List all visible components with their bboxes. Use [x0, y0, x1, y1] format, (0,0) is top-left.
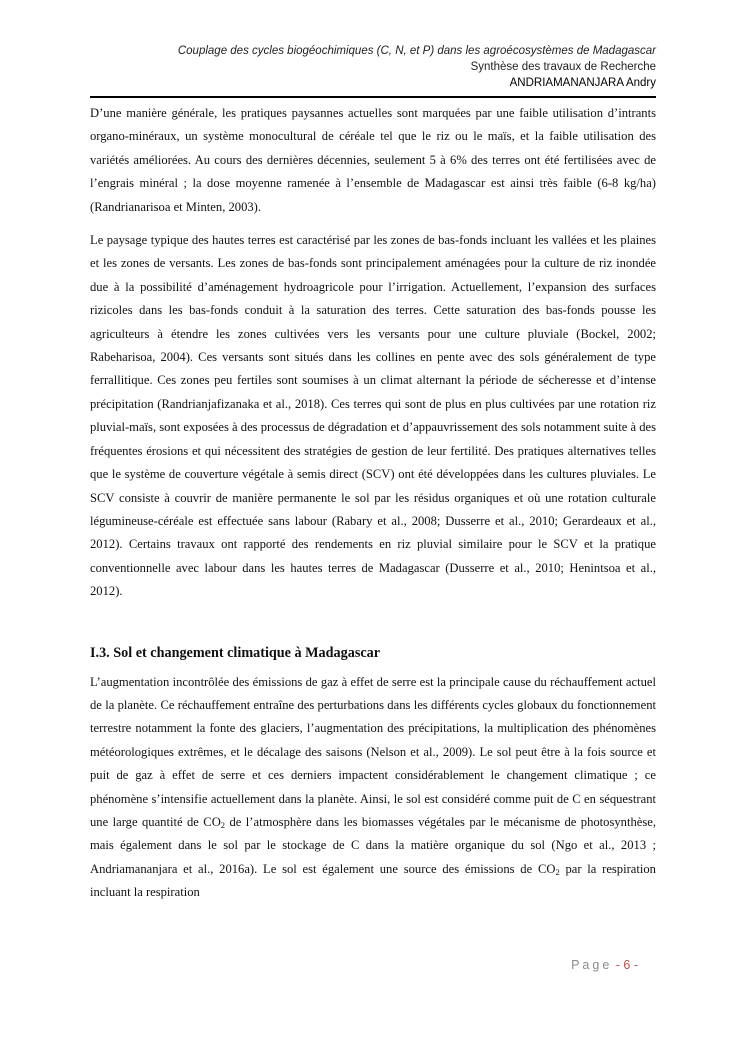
page-label: Page — [571, 958, 613, 972]
paragraph-climate — [90, 671, 656, 905]
co2-subscript: 2 — [220, 819, 226, 830]
header-rule — [90, 96, 656, 98]
section-heading: I.3. Sol et changement climatique à Madagascar — [90, 644, 381, 661]
paragraph-landscape: Le paysage typique des hautes terres est caractérisé par les zones de bas-fonds incluant les vallées et les plaines et les zones de versants. Les zones de bas-fonds sont principalement aménagées pour la culture de riz inondée due à la possibilité d’aménagement hydroagricole pour l’irrigation. Actuellement, l’expansion des surfaces rizicoles dans les bas-fonds conduit à la saturation des terres. Cette saturation des bas-fonds pousse les agriculteurs à étendre les zones cultivées vers les versants pour une culture pluviale (Bockel, 2002; Rabeharisoa, 2004). Ces versants sont situés dans les collines en pente avec des sols généralement de type ferrallitique. Ces zones peu fertiles sont soumises à un climat alternant la période de sécheresse et d’intense précipitation (Randrianjafizanaka et al., 2018). Ces terres qui sont de plus en plus cultivées par une rotation riz pluvial-maïs, sont exposées à des processus de dégradation et d’appauvrissement des sols notamment suite à des fréquentes érosions et qui nécessitent des stratégies de gestion de leur fertilité. Des pratiques alternatives telles que le système de couverture végétale à semis direct (SCV) ont été développées dans les cultures pluviales. Le SCV consiste à couvrir de manière permanente le sol par les résidus organiques et où une rotation culturale légumineuse-céréale est effectuée sans labour (Rabary et al., 2008; Dusserre et al., 2010; Gerardeaux et al., 2012). Certains travaux ont rapporté des rendements en riz pluvial similaire pour le SCV et la pratique conventionnelle avec labour dans les hautes terres de Madagascar (Dusserre et al., 2010; Henintsoa et al., 2012). — [90, 233, 656, 599]
climate-text-a: L’augmentation incontrôlée des émissions de gaz à effet de serre est la principale cause du réchauffement actuel de la planète. Ce réchauffement entraîne des perturbations dans les différents cycles globaux du fonctionnement terrestre notamment la fonte des glaciers, l’augmentation des précipitations, la multiplication des phénomènes météorologiques extrêmes, et le décalage des saisons (Nelson et al., 2009). Le sol peut être à la fois source et puit de gaz à effet de serre et ces derniers impactent considérablement le changement climatique ; ce phénomène s’intensifie actuellement dans la planète. Ainsi, le sol est considéré comme puit de C en séquestrant une large quantité de CO — [90, 674, 656, 829]
header-subtitle: Synthèse des travaux de Recherche — [470, 61, 656, 73]
header-author: ANDRIAMANANJARA Andry — [509, 77, 656, 89]
climate-text-b: de l’atmosphère dans les biomasses végétales par le mécanisme de photosynthèse, mais également dans le sol par le stockage de C dans la matière organique du sol (Ngo et al., 2013 ; Andriamananjara et al., 2016a). Le sol est également une source des émissions de CO — [90, 814, 656, 876]
climate-text-c: par la respiration incluant la respiration — [90, 861, 656, 900]
page-number: - 6 - — [615, 958, 638, 972]
running-header — [90, 43, 656, 91]
page-footer — [90, 958, 638, 972]
paragraph-fertilization: D’une manière générale, les pratiques paysannes actuelles sont marquées par une faible utilisation d’intrants organo-minéraux, un système monocultural de céréale tel que le riz ou le maïs, et la faible utilisation des variétés améliorées. Au cours des dernières décennies, seulement 5 à 6% des terres ont été fertilisées avec de l’engrais minéral ; la dose moyenne ramenée à l’ensemble de Madagascar est ainsi très faible (6-8 kg/ha) (Randrianarisoa et Minten, 2003). — [90, 106, 656, 214]
header-title: Couplage des cycles biogéochimiques (C, N, et P) dans les agroécosystèmes de Madagascar — [177, 45, 656, 57]
page-body — [90, 102, 656, 915]
co2-subscript: 2 — [555, 866, 560, 877]
